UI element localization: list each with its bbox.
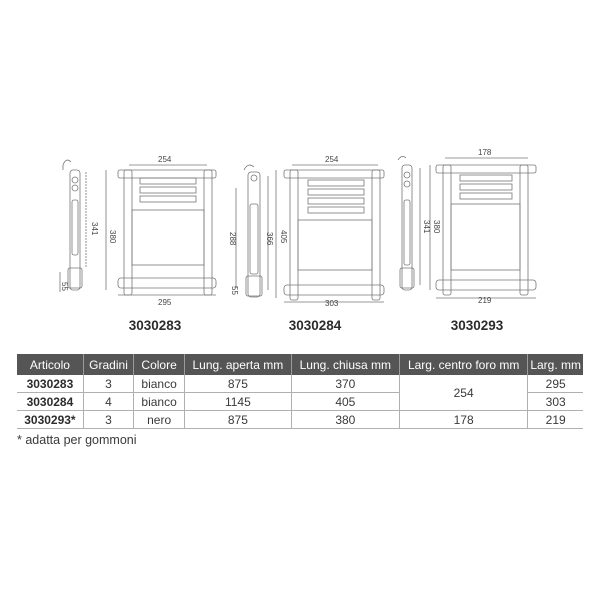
model-code-3030283: 3030283: [128, 318, 182, 333]
svg-text:55: 55: [230, 286, 239, 295]
svg-text:366: 366: [265, 232, 274, 246]
svg-text:341: 341: [422, 220, 431, 234]
cell-chiusa: 405: [291, 393, 399, 411]
header-larg: Larg. mm: [528, 354, 583, 375]
svg-text:219: 219: [478, 296, 492, 305]
cell-aperta: 875: [185, 411, 292, 429]
cell-larg: 303: [528, 393, 583, 411]
technical-drawings: [0, 140, 600, 310]
cell-chiusa: 380: [291, 411, 399, 429]
drawing-3030293: [398, 148, 536, 305]
table-row: [17, 375, 583, 393]
svg-text:288: 288: [228, 232, 237, 246]
header-lung-chiusa: Lung. chiusa mm: [291, 354, 399, 375]
front-view: [284, 155, 384, 308]
cell-colore: bianco: [134, 393, 185, 411]
cell-gradini: 3: [83, 375, 133, 393]
cell-gradini: 3: [83, 411, 133, 429]
svg-text:380: 380: [432, 220, 441, 234]
cell-colore: bianco: [134, 375, 185, 393]
cell-aperta: 875: [185, 375, 292, 393]
svg-text:295: 295: [158, 298, 172, 307]
header-larg-centro-foro: Larg. centro foro mm: [399, 354, 527, 375]
cell-larg: 295: [528, 375, 583, 393]
header-articolo: Articolo: [17, 354, 83, 375]
cell-centro-foro: 254: [399, 375, 527, 411]
front-view: [118, 155, 216, 307]
drawing-3030283: [60, 155, 216, 307]
svg-text:178: 178: [478, 148, 492, 157]
drawing-3030284: [228, 155, 384, 308]
model-code-3030293: 3030293: [450, 318, 504, 333]
header-gradini: Gradini: [83, 354, 133, 375]
footnote: * adatta per gommoni: [17, 433, 137, 447]
svg-text:341: 341: [90, 222, 99, 236]
svg-text:254: 254: [325, 155, 339, 164]
model-code-3030284: 3030284: [288, 318, 342, 333]
svg-text:303: 303: [325, 299, 339, 308]
front-view: [436, 148, 536, 305]
cell-centro-foro: 178: [399, 411, 527, 429]
svg-text:254: 254: [158, 155, 172, 164]
cell-articolo: 3030283: [17, 375, 83, 393]
header-colore: Colore: [134, 354, 185, 375]
svg-text:55: 55: [60, 282, 69, 291]
svg-text:380: 380: [108, 230, 117, 244]
svg-text:405: 405: [279, 230, 288, 244]
cell-articolo: 3030293*: [17, 411, 83, 429]
cell-gradini: 4: [83, 393, 133, 411]
cell-colore: nero: [134, 411, 185, 429]
table-header-row: [17, 354, 583, 375]
cell-chiusa: 370: [291, 375, 399, 393]
side-view: [60, 160, 86, 292]
table-row: [17, 411, 583, 429]
cell-articolo: 3030284: [17, 393, 83, 411]
specifications-table: [17, 354, 583, 429]
cell-larg: 219: [528, 411, 583, 429]
header-lung-aperta: Lung. aperta mm: [185, 354, 292, 375]
cell-aperta: 1145: [185, 393, 292, 411]
